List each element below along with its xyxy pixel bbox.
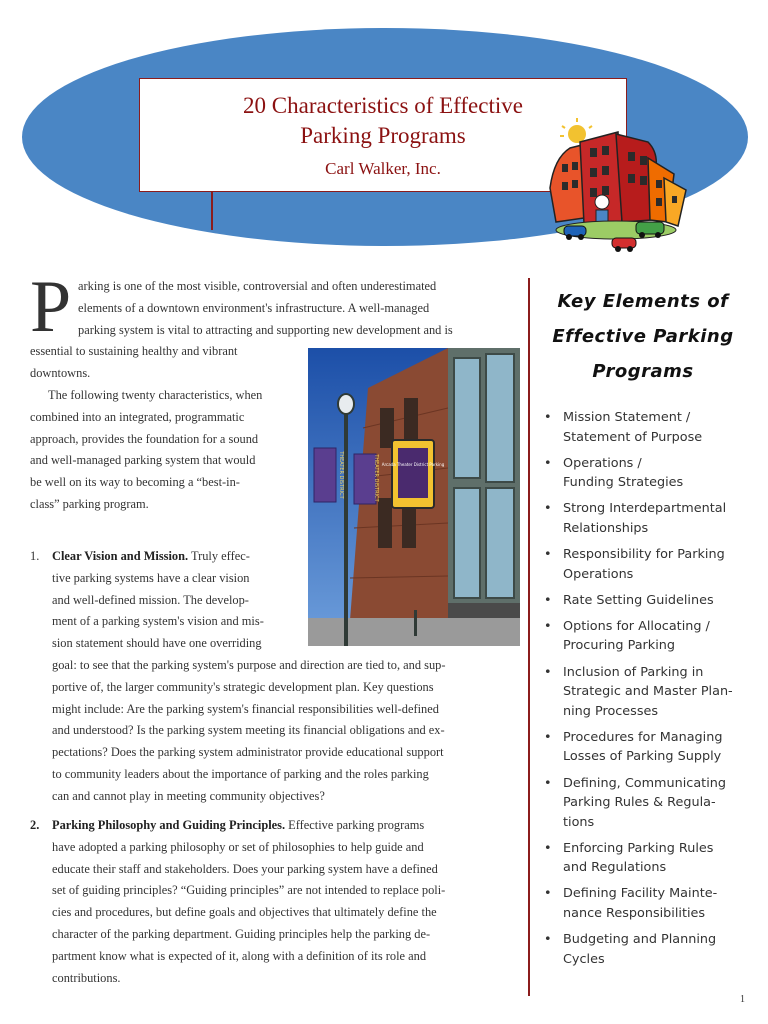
text-line: to community leaders about the importance of parking and the roles parking xyxy=(52,766,429,781)
text-line: downtowns. xyxy=(30,366,91,381)
text-line: be well on its way to becoming a “best-in- xyxy=(30,475,240,490)
key-element-item: • Procedures for Managing Losses of Parking Supply xyxy=(540,728,746,767)
text-line: The following twenty characteristics, when xyxy=(48,388,263,402)
sidebar-heading xyxy=(538,284,748,389)
banner-label: THEATER DISTRICT xyxy=(373,454,379,502)
list-item xyxy=(30,815,520,989)
title-line-1: 20 Characteristics of Effective xyxy=(243,93,523,118)
text-line: class” parking program. xyxy=(30,496,149,511)
sidebar-heading-line: Programs xyxy=(592,361,694,382)
text-line: might include: Are the parking system's financial responsibilities well-defined xyxy=(52,701,439,716)
text-line: Effective parking programs xyxy=(285,818,425,832)
item-heading: Parking Philosophy and Guiding Principles. xyxy=(52,818,286,832)
text-line: combined into an integrated, programmatic xyxy=(30,409,245,424)
item-number: 1. xyxy=(30,549,40,563)
text-line: ment of a parking system's vision and mis- xyxy=(52,614,264,629)
key-element-item: • Responsibility for Parking Operations xyxy=(540,545,746,584)
text-line: tive parking systems have a clear vision xyxy=(52,570,250,585)
text-line: character of the parking department. Guiding principles help the parking de- xyxy=(52,926,431,941)
text-line: portive of, the larger community's strategic development plan. Key questions xyxy=(52,679,434,694)
sign-label: Arcada Theater District Parking xyxy=(381,462,445,467)
key-element-item: • Operations / Funding Strategies xyxy=(540,454,746,493)
column-divider xyxy=(528,278,530,996)
text-line: can and cannot play in meeting community objectives? xyxy=(52,788,325,803)
text-line: parking system is vital to attracting and supporting new development and is xyxy=(78,322,453,337)
intro-paragraph-2 xyxy=(30,385,305,516)
drop-cap: P xyxy=(30,266,72,348)
text-line: pectations? Does the parking system administrator provide educational support xyxy=(52,745,444,760)
list-item xyxy=(30,546,305,655)
text-line: goal: to see that the parking system's purpose and direction are tied to, and sup- xyxy=(52,658,446,672)
text-line: approach, provides the foundation for a sound xyxy=(30,431,259,446)
car-icon xyxy=(564,226,586,240)
page-number: 1 xyxy=(740,994,745,1005)
parking-garage-photo xyxy=(308,348,520,646)
text-line: partment know what is expected of it, along with a definition of its role and xyxy=(52,948,427,963)
page-subtitle: Carl Walker, Inc. xyxy=(325,159,441,178)
key-element-item: • Budgeting and Planning Cycles xyxy=(540,930,746,969)
intro-paragraph-cont xyxy=(30,341,305,385)
sidebar-heading-line: Key Elements of xyxy=(557,291,729,312)
text-line: essential to sustaining healthy and vibrant xyxy=(30,344,238,359)
text-line: arking is one of the most visible, controversial and often underestimated xyxy=(78,279,437,293)
header-rule xyxy=(211,192,213,230)
intro-paragraph xyxy=(78,276,520,341)
text-line: sion statement should have one overriding xyxy=(52,636,262,651)
key-element-item: • Rate Setting Guidelines xyxy=(540,591,746,611)
text-line: have adopted a parking philosophy or set of philosophies to help guide and xyxy=(52,839,424,854)
text-line: set of guiding principles? “Guiding principles” are not intended to replace poli- xyxy=(52,883,446,898)
key-element-item: • Enforcing Parking Rules and Regulations xyxy=(540,839,746,878)
sun-icon xyxy=(560,118,592,143)
lamp-post xyxy=(344,408,348,646)
city-buildings-illustration xyxy=(540,118,692,258)
text-line: Truly effec- xyxy=(188,549,250,563)
title-line-2: Parking Programs xyxy=(300,123,466,148)
text-line: and understood? Is the parking system meeting its financial obligations and ex- xyxy=(52,723,445,738)
key-elements-list xyxy=(540,408,746,976)
list-item-cont xyxy=(52,655,520,808)
sidebar-heading-line: Effective Parking xyxy=(552,326,734,347)
key-element-item: • Mission Statement / Statement of Purpose xyxy=(540,408,746,447)
text-line: and well-managed parking system that would xyxy=(30,453,256,468)
text-line: contributions. xyxy=(52,970,121,985)
key-element-item: • Strong Interdepartmental Relationships xyxy=(540,499,746,538)
text-line: and well-defined mission. The develop- xyxy=(52,592,249,607)
text-line: educate their staff and stakeholders. Does your parking system have a defined xyxy=(52,861,438,876)
key-element-item: • Options for Allocating / Procuring Parking xyxy=(540,617,746,656)
car-icon xyxy=(612,238,636,252)
item-number: 2. xyxy=(30,818,40,832)
key-element-item: • Defining Facility Mainte- nance Responsibilities xyxy=(540,884,746,923)
text-line: elements of a downtown environment's infrastructure. A well-managed xyxy=(78,300,430,315)
key-element-item: • Inclusion of Parking in Strategic and Master Plan- ning Processes xyxy=(540,663,746,722)
key-element-item: • Defining, Communicating Parking Rules & Regula- tions xyxy=(540,774,746,833)
banner-label: THEATER DISTRICT xyxy=(338,451,344,499)
item-heading: Clear Vision and Mission. xyxy=(52,549,189,563)
text-line: cies and procedures, but define goals and objectives that ultimately define the xyxy=(52,905,437,920)
